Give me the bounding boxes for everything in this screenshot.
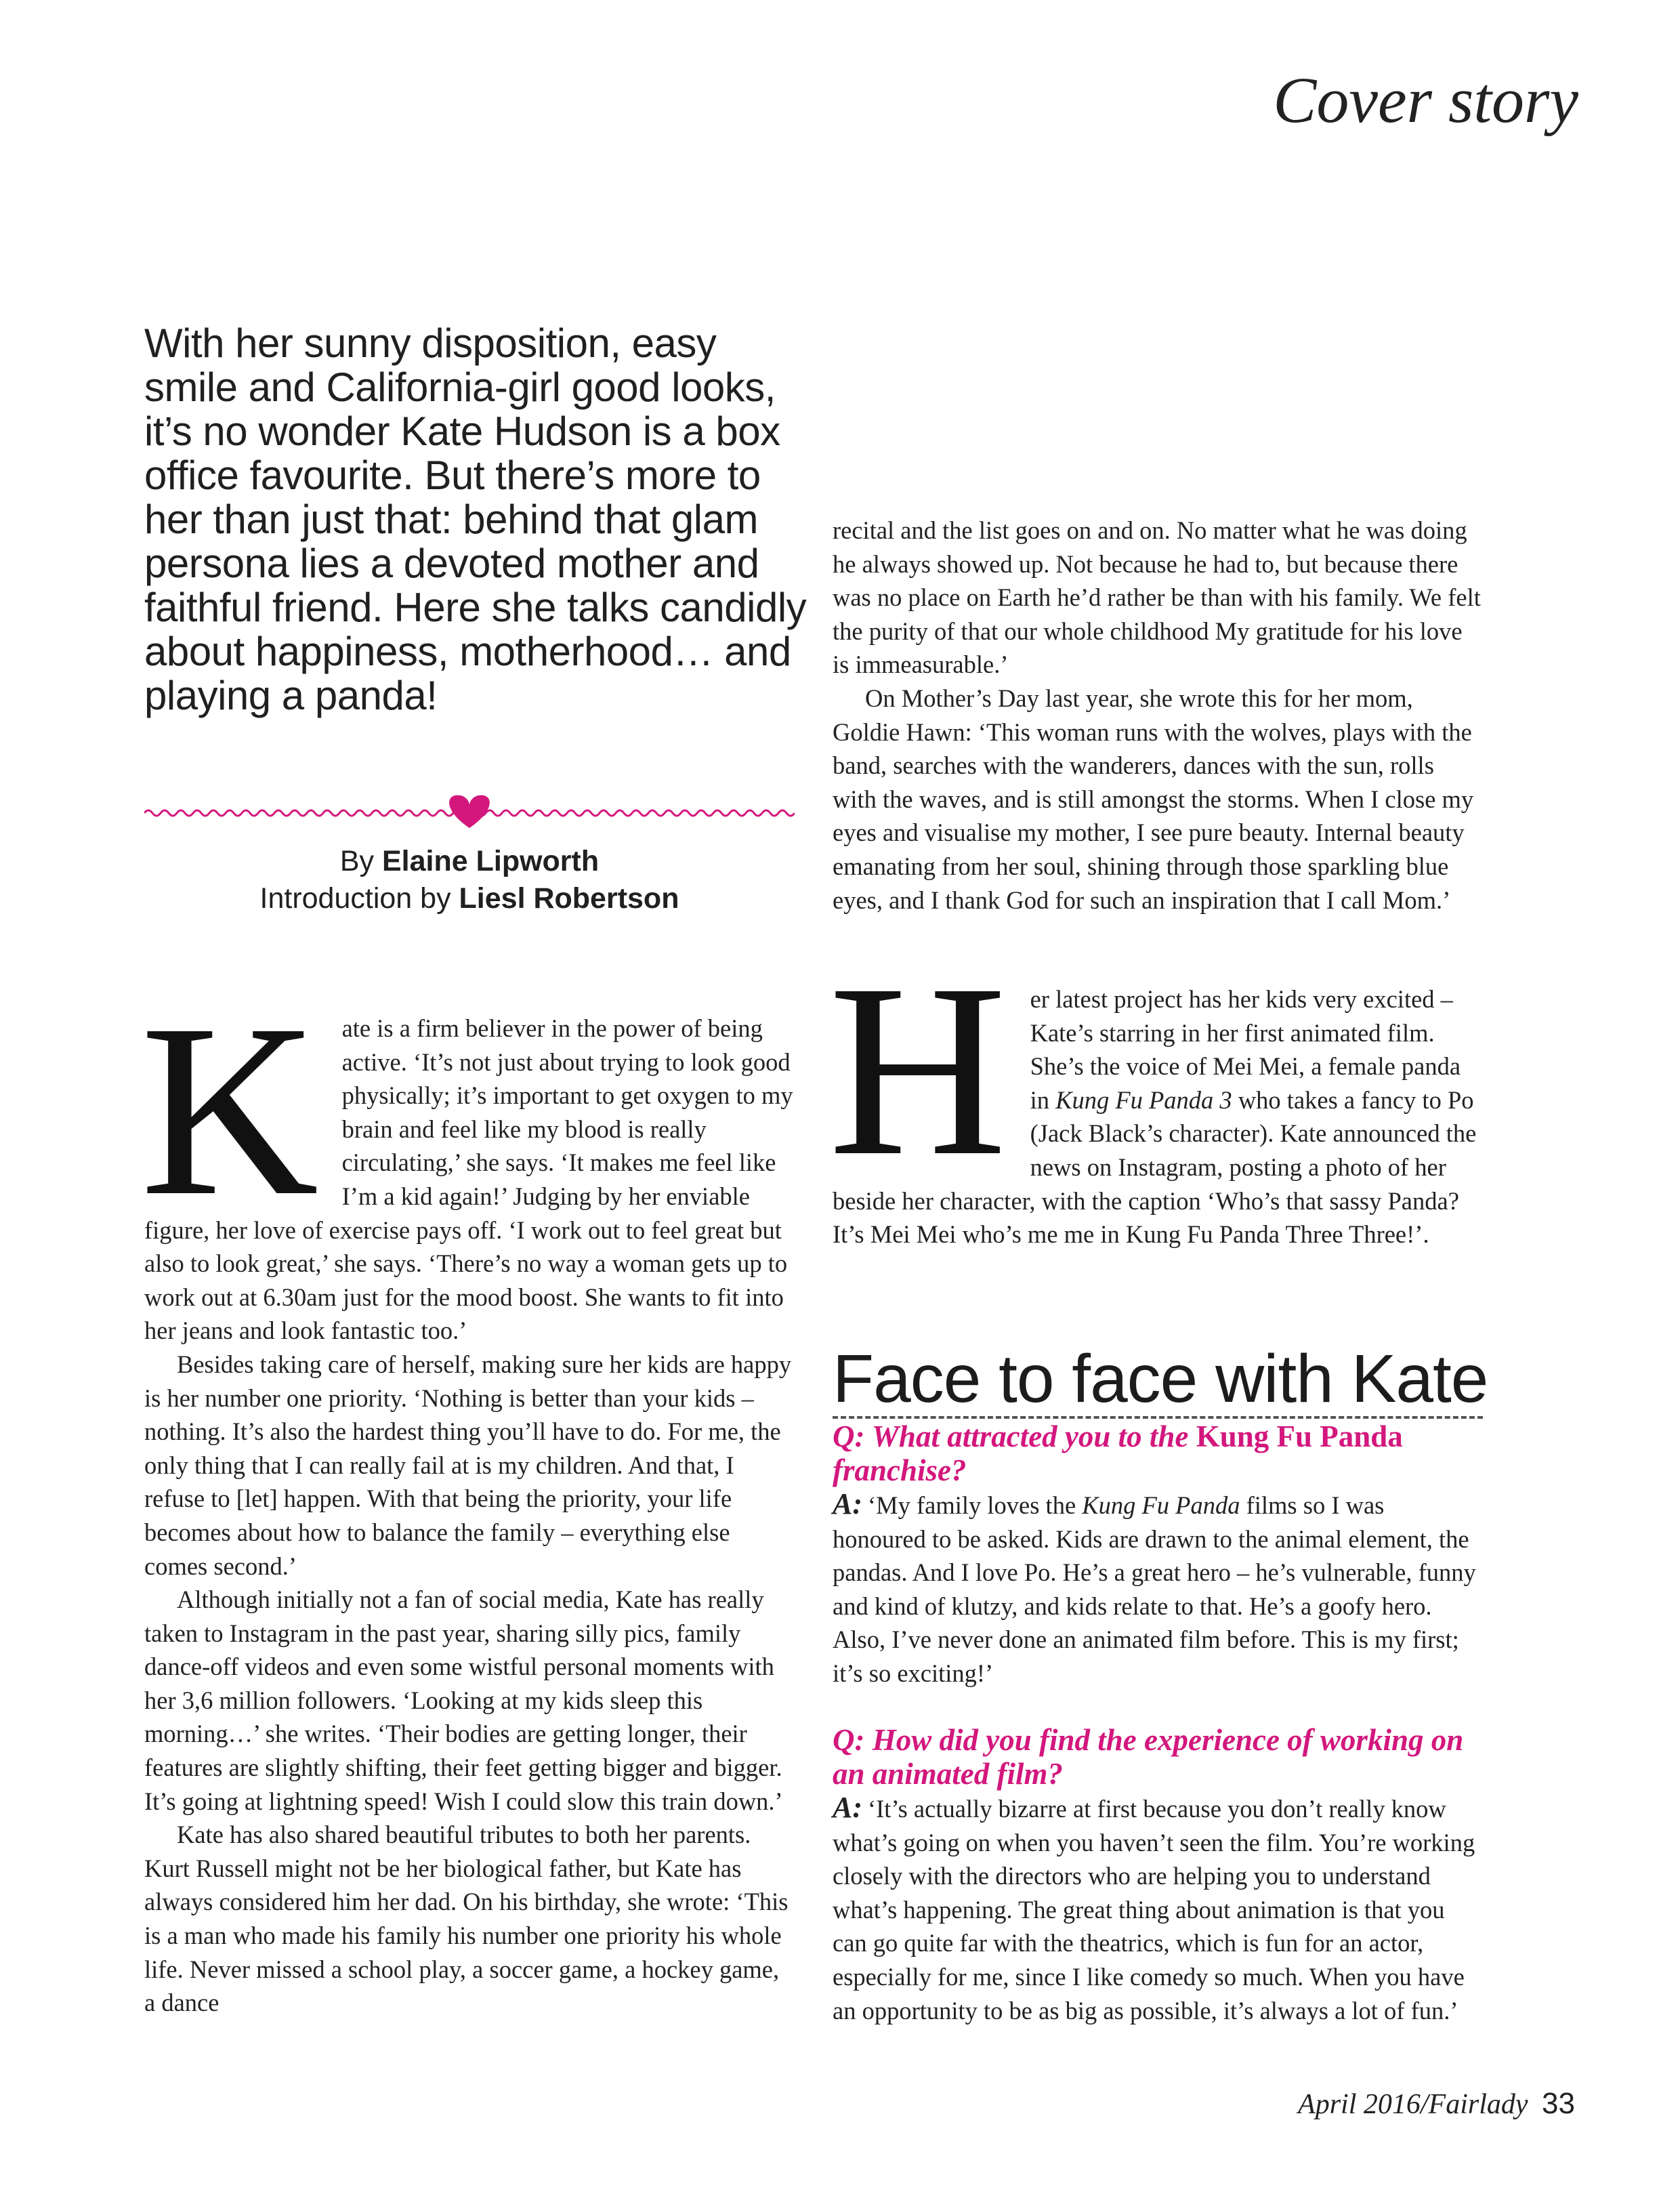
heart-icon	[449, 795, 490, 828]
byline-author: By Elaine Lipworth	[339, 845, 600, 877]
qa-item	[833, 1419, 1483, 1690]
standfirst: With her sunny disposition, easy smile and California-girl good looks, it’s no wonder Kate Hudson is a box office favourite. But there’s more to her than just that: behind that glam persona lies a devoted mother and faithful friend. Here she talks candidly about happiness, motherhood… and playing a panda!	[144, 320, 807, 718]
byline-intro: Introduction by Liesl Robertson	[259, 882, 679, 915]
paragraph: recital and the list goes on and on. No matter what he was doing he always showed up. Not because he had to, but because there was no place on Earth he’d rather be than with his family. We felt the purity of that our whole childhood My gratitude for his love is immeasurable.’	[833, 516, 1481, 679]
paragraph: Her latest project has her kids very excited – Kate’s starring in her first animated film. She’s the voice of Mei Mei, a female panda in Kung Fu Panda 3 who takes a fancy to Po (Jack Black’s character). Kate announced the news on Instagram, posting a photo of her beside her character, with the caption ‘Who’s that sassy Panda? It’s Mei Mei who’s me me in Kung Fu Panda Three Three!’.	[828, 933, 1477, 1249]
question: Q: What attracted you to the Kung Fu Panda franchise?	[833, 1419, 1403, 1487]
qa-heading: Face to face with Kate	[833, 1342, 1483, 1419]
answer: A: ‘It’s actually bizarre at first because you don’t really know what’s going on when you haven’t seen the film. You’re working closely with the directors who are helping you to understand what’s happening. The great thing about animation is that you can go quite far with the theatrics, which is fun for an actor, especially for me, since I like comedy so much. When you have an opportunity to be as big as possible, it’s always a lot of fun.’	[833, 1791, 1475, 2025]
paragraph: Kate is a firm believer in the power of being active. ‘It’s not just about trying to look good physically; it’s important to get oxygen to my brain and feel like my blood is really circulating,’ she says. ‘It makes me feel like I’m a kid again!’ Judging by her enviable figure, her love of exercise pays off. ‘I work out to feel great but also to look great,’ she says. ‘There’s no way a woman gets up to work out at 6.30am just for the mood boost. She wants to fit into her jeans and look fantastic too.’	[140, 973, 793, 1345]
question: Q: How did you find the experience of working on an animated film?	[833, 1723, 1464, 1791]
paragraph: On Mother’s Day last year, she wrote this for her mom, Goldie Hawn: ‘This woman runs with the wolves, plays with the band, searches with the wanderers, dances with the sun, rolls with the waves, and is still amongst the storms. When I close my eyes and visualise my mother, I see pure beauty. Internal beauty emanating from her soul, shining through those sparkling blue eyes, and I thank God for such an inspiration that I call Mom.’	[833, 684, 1474, 914]
body-column-right-mid	[828, 933, 1483, 1251]
paragraph: Besides taking care of herself, making sure her kids are happy is her number one priority. ‘Nothing is better than your kids – nothing. It’s also the hardest thing you’ll have to do. For me, the only thing that I can really fail at is my children. And that, I refuse to [let] happen. With that being the priority, your life becomes about how to balance the family – everything else comes second.’	[144, 1350, 792, 1580]
body-column-right-top	[833, 514, 1483, 917]
section-label: Cover story	[1273, 64, 1578, 136]
page-footer	[1298, 2087, 1575, 2121]
film-title: Kung Fu Panda	[1082, 1491, 1240, 1519]
paragraph: Kate has also shared beautiful tributes to both her parents. Kurt Russell might not be her biological father, but Kate has always considered him her dad. On his birthday, she wrote: ‘This is a man who made his family his number one priority his whole life. Never missed a school play, a soccer game, a hockey game, a dance	[144, 1821, 789, 2017]
page-number: 33	[1542, 2087, 1575, 2120]
byline	[144, 843, 795, 917]
issue-date: April 2016/Fairlady	[1298, 2089, 1528, 2120]
drop-cap: K	[140, 973, 319, 1247]
qa-item	[833, 1723, 1483, 2027]
answer: A: ‘My family loves the Kung Fu Panda films so I was honoured to be asked. Kids are drawn to the animal element, the pandas. And I love Po. He’s a great hero – he’s vulnerable, funny and kind of klutzy, and kids relate to that. He’s a goofy hero. Also, I’ve never done an animated film before. This is my first; it’s so exciting!’	[833, 1487, 1476, 1687]
wavy-divider	[144, 793, 795, 833]
paragraph: Although initially not a fan of social media, Kate has really taken to Instagram in the past year, sharing silly pics, family dance-off videos and even some wistful personal moments with her 3,6 million followers. ‘Looking at my kids sleep this morning…’ she writes. ‘Their bodies are getting longer, their features are slightly shifting, their feet getting bigger and bigger. It’s going at lightning speed! Wish I could slow this train down.’	[144, 1585, 783, 1815]
film-title: Kung Fu Panda 3	[1055, 1085, 1232, 1114]
drop-cap: H	[828, 933, 1007, 1207]
body-column-left	[140, 973, 795, 2020]
